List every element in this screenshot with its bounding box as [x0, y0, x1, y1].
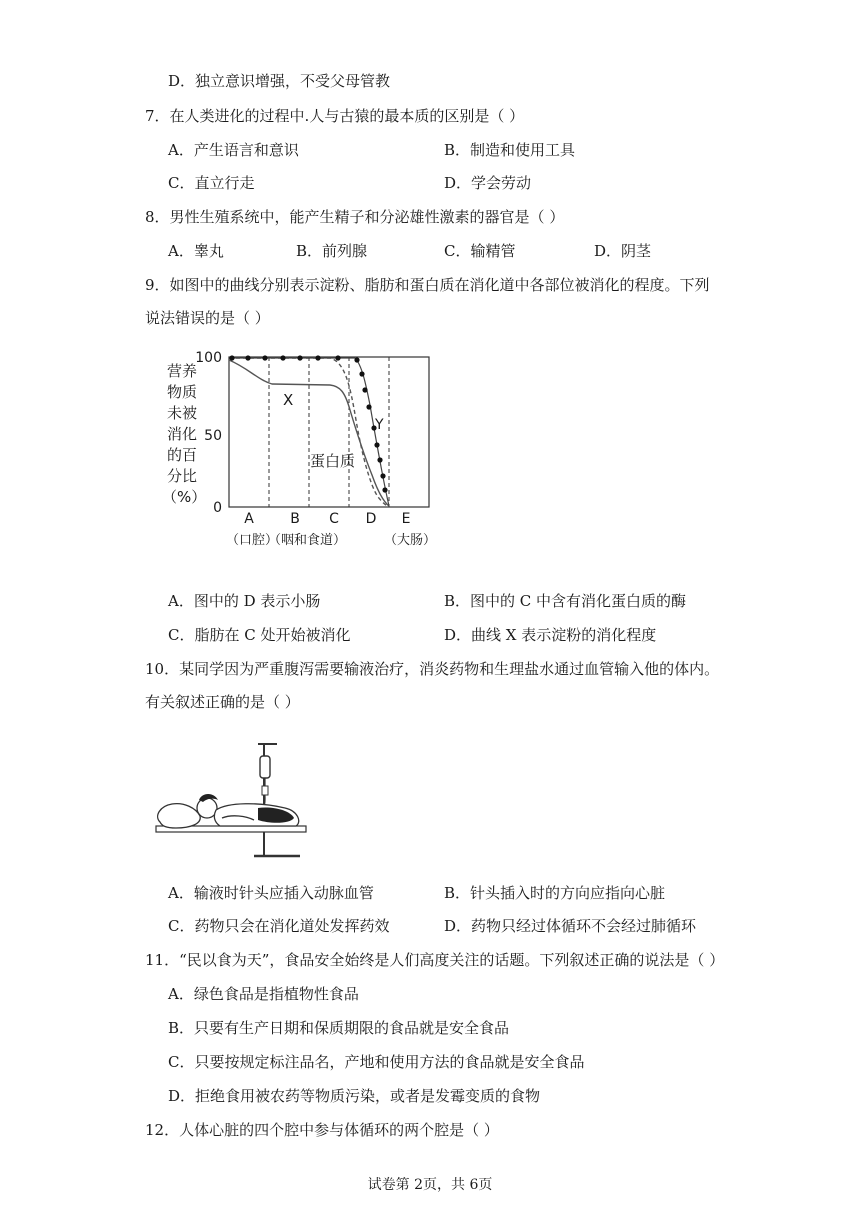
- iv-drip-illustration: [150, 738, 325, 863]
- ylabel-line-5: 的百: [167, 446, 198, 464]
- label-protein: 蛋白质: [310, 452, 356, 470]
- q7-stem: 7．在人类进化的过程中.人与古猿的最本质的区别是（ ）: [145, 107, 525, 125]
- xnote-mouth: （口腔）: [226, 533, 279, 548]
- q10-stem-line1: 10．某同学因为严重腹泻需要输液治疗，消炎药物和生理盐水通过血管输入他的体内。: [145, 660, 720, 678]
- ylabel-line-6: 分比: [167, 467, 198, 485]
- q10-option-a: A．输液时针头应插入动脉血管: [168, 884, 374, 902]
- xnote-large-intestine: （大肠）: [384, 533, 437, 548]
- label-x: X: [283, 391, 294, 409]
- q11-option-c: C．只要按规定标注品名，产地和使用方法的食品就是安全食品: [168, 1053, 585, 1071]
- q12-stem: 12．人体心脏的四个腔中参与体循环的两个腔是（ ）: [145, 1121, 499, 1139]
- q10-option-d: D．药物只经过体循环不会经过肺循环: [444, 917, 697, 935]
- q6-option-d: D．独立意识增强，不受父母管教: [168, 72, 391, 90]
- q8-option-a: A．睾丸: [168, 242, 224, 260]
- xtick-d: D: [365, 511, 377, 527]
- q9-option-a: A．图中的 D 表示小肠: [168, 592, 321, 610]
- q10-option-b: B．针头插入时的方向应指向心脏: [444, 884, 666, 902]
- q7-option-a: A．产生语言和意识: [168, 141, 299, 159]
- q9-stem-line2: 说法错误的是（ ）: [145, 309, 270, 327]
- q11-option-a: A．绿色食品是指植物性食品: [168, 985, 359, 1003]
- ylabel-line-4: 消化: [167, 425, 198, 443]
- plot-frame: [229, 357, 429, 507]
- q9-option-c: C．脂肪在 C 处开始被消化: [168, 626, 351, 644]
- q8-stem: 8．男性生殖系统中，能产生精子和分泌雄性激素的器官是（ ）: [145, 208, 565, 226]
- digestion-chart: [150, 340, 450, 555]
- q8-option-c: C．输精管: [444, 242, 516, 260]
- xtick-e: E: [401, 511, 411, 527]
- xtick-b: B: [290, 511, 300, 527]
- q8-option-b: B．前列腺: [296, 242, 368, 260]
- q7-option-b: B．制造和使用工具: [444, 141, 576, 159]
- q7-option-d: D．学会劳动: [444, 174, 532, 192]
- xtick-a: A: [244, 511, 254, 527]
- page-footer: 试卷第 2页，共 6页: [367, 1177, 493, 1193]
- q10-option-c: C．药物只会在消化道处发挥药效: [168, 917, 390, 935]
- q11-option-d: D．拒绝食用被农药等物质污染，或者是发霉变质的食物: [168, 1087, 541, 1105]
- ylabel-line-2: 物质: [167, 383, 198, 401]
- label-y: Y: [375, 417, 384, 433]
- q10-stem-line2: 有关叙述正确的是（ ）: [145, 693, 300, 711]
- ylabel-line-3: 未被: [167, 404, 198, 422]
- xnote-pharynx-esophagus: （咽和食道）: [268, 533, 347, 548]
- q11-stem: 11．“民以食为天”，食品安全始终是人们高度关注的话题。下列叙述正确的说法是（ ）: [145, 951, 725, 969]
- q9-option-b: B．图中的 C 中含有消化蛋白质的酶: [444, 592, 687, 610]
- ytick-50: 50: [204, 428, 222, 444]
- q11-option-b: B．只要有生产日期和保质期限的食品就是安全食品: [168, 1019, 510, 1037]
- ylabel-line-1: 营养: [167, 362, 198, 380]
- ylabel-line-7: （%）: [162, 488, 207, 506]
- xtick-c: C: [329, 511, 339, 527]
- q7-option-c: C．直立行走: [168, 174, 255, 192]
- q9-stem-line1: 9．如图中的曲线分别表示淀粉、脂肪和蛋白质在消化道中各部位被消化的程度。下列: [145, 276, 710, 294]
- ytick-0: 0: [213, 500, 222, 516]
- q9-option-d: D．曲线 X 表示淀粉的消化程度: [444, 626, 657, 644]
- q8-option-d: D．阴茎: [594, 242, 652, 260]
- ytick-100: 100: [195, 350, 222, 366]
